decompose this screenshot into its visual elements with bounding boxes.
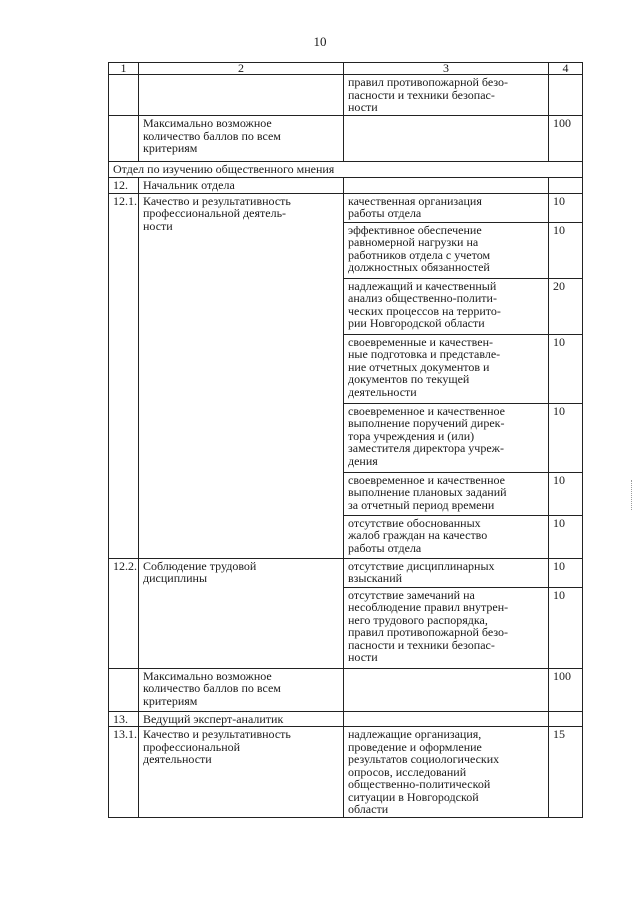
points-cell: 10 (549, 587, 583, 668)
header-col-4: 4 (549, 63, 583, 75)
sub-number: 12.2. (109, 558, 139, 668)
scan-artifact (631, 480, 634, 510)
indicator-cell (139, 558, 344, 668)
criterion-cell: качественная организация работы отдела (344, 193, 549, 222)
points-cell: 10 (549, 515, 583, 558)
criterion-cell: отсутствие обоснованных жалоб граждан на качество работы отдела (344, 515, 549, 558)
header-col-2: 2 (139, 63, 344, 75)
section-title: Отдел по изучению общественного мнения (109, 162, 583, 178)
table-row (109, 558, 583, 587)
points-cell: 10 (549, 222, 583, 278)
indicator-text: Качество и результативность профессиональной деятель- ности (143, 193, 291, 233)
criteria-table (108, 62, 583, 818)
criterion-text: правил противопожарной безо- пасности и техники безопас- ности (348, 75, 509, 114)
indicator-cell (139, 193, 344, 558)
position-title: Начальник отдела (139, 178, 344, 194)
page-number: 10 (313, 34, 327, 49)
points-cell: 10 (549, 193, 583, 222)
sub-number: 12.1. (109, 193, 139, 558)
table-row (109, 727, 583, 818)
total-label-cell (139, 116, 344, 162)
points-cell: 10 (549, 558, 583, 587)
sub-number: 13.1. (109, 727, 139, 818)
criterion-cell: отсутствие замечаний на несоблюдение правил внутрен- него трудового распорядка, правил противопожарной безо- пасности и техники безопас- ности (344, 587, 549, 668)
criterion-cell: отсутствие дисциплинарных взысканий (344, 558, 549, 587)
table-row (109, 75, 583, 116)
criterion-cell: эффективное обеспечение равномерной нагрузки на работников отдела с учетом должностных обязанностей (344, 222, 549, 278)
total-label: Максимально возможное количество баллов по всем критериям (143, 668, 281, 708)
total-points: 100 (549, 668, 583, 711)
criterion-cell: надлежащий и качественный анализ общественно-полити- ческих процессов на террито- рии Новгородской области (344, 278, 549, 334)
total-row (109, 668, 583, 711)
points-cell: 15 (549, 727, 583, 818)
points-cell: 10 (549, 472, 583, 515)
total-label: Максимально возможное количество баллов по всем критериям (143, 116, 281, 155)
position-title: Ведущий эксперт-аналитик (139, 711, 344, 727)
criterion-cell: своевременное и качественное выполнение плановых заданий за отчетный период времени (344, 472, 549, 515)
position-row (109, 711, 583, 727)
section-row (109, 162, 583, 178)
indicator-text: Качество и результативность профессиональной деятельности (143, 727, 291, 766)
table-header-row (109, 63, 583, 75)
criterion-cell: своевременные и качествен- ные подготовка и представле- ние отчетных документов и документов по текущей деятельности (344, 334, 549, 403)
criterion-cell: своевременное и качественное выполнение поручений дирек- тора учреждения и (или) заместителя директора учреж- дения (344, 403, 549, 472)
criterion-cell (344, 75, 549, 116)
total-row (109, 116, 583, 162)
position-number: 12. (109, 178, 139, 194)
position-number: 13. (109, 711, 139, 727)
header-col-3: 3 (344, 63, 549, 75)
indicator-text: Соблюдение трудовой дисциплины (143, 558, 257, 585)
points-cell: 10 (549, 334, 583, 403)
points-cell: 20 (549, 278, 583, 334)
total-label-cell (139, 668, 344, 711)
points-cell: 10 (549, 403, 583, 472)
total-points: 100 (549, 116, 583, 162)
position-row (109, 178, 583, 194)
indicator-cell (139, 727, 344, 818)
criterion-cell: надлежащие организация, проведение и оформление результатов социологических опросов, исследований общественно-политической ситуации в Новгородской области (344, 727, 549, 818)
header-col-1: 1 (109, 63, 139, 75)
table-row (109, 193, 583, 222)
